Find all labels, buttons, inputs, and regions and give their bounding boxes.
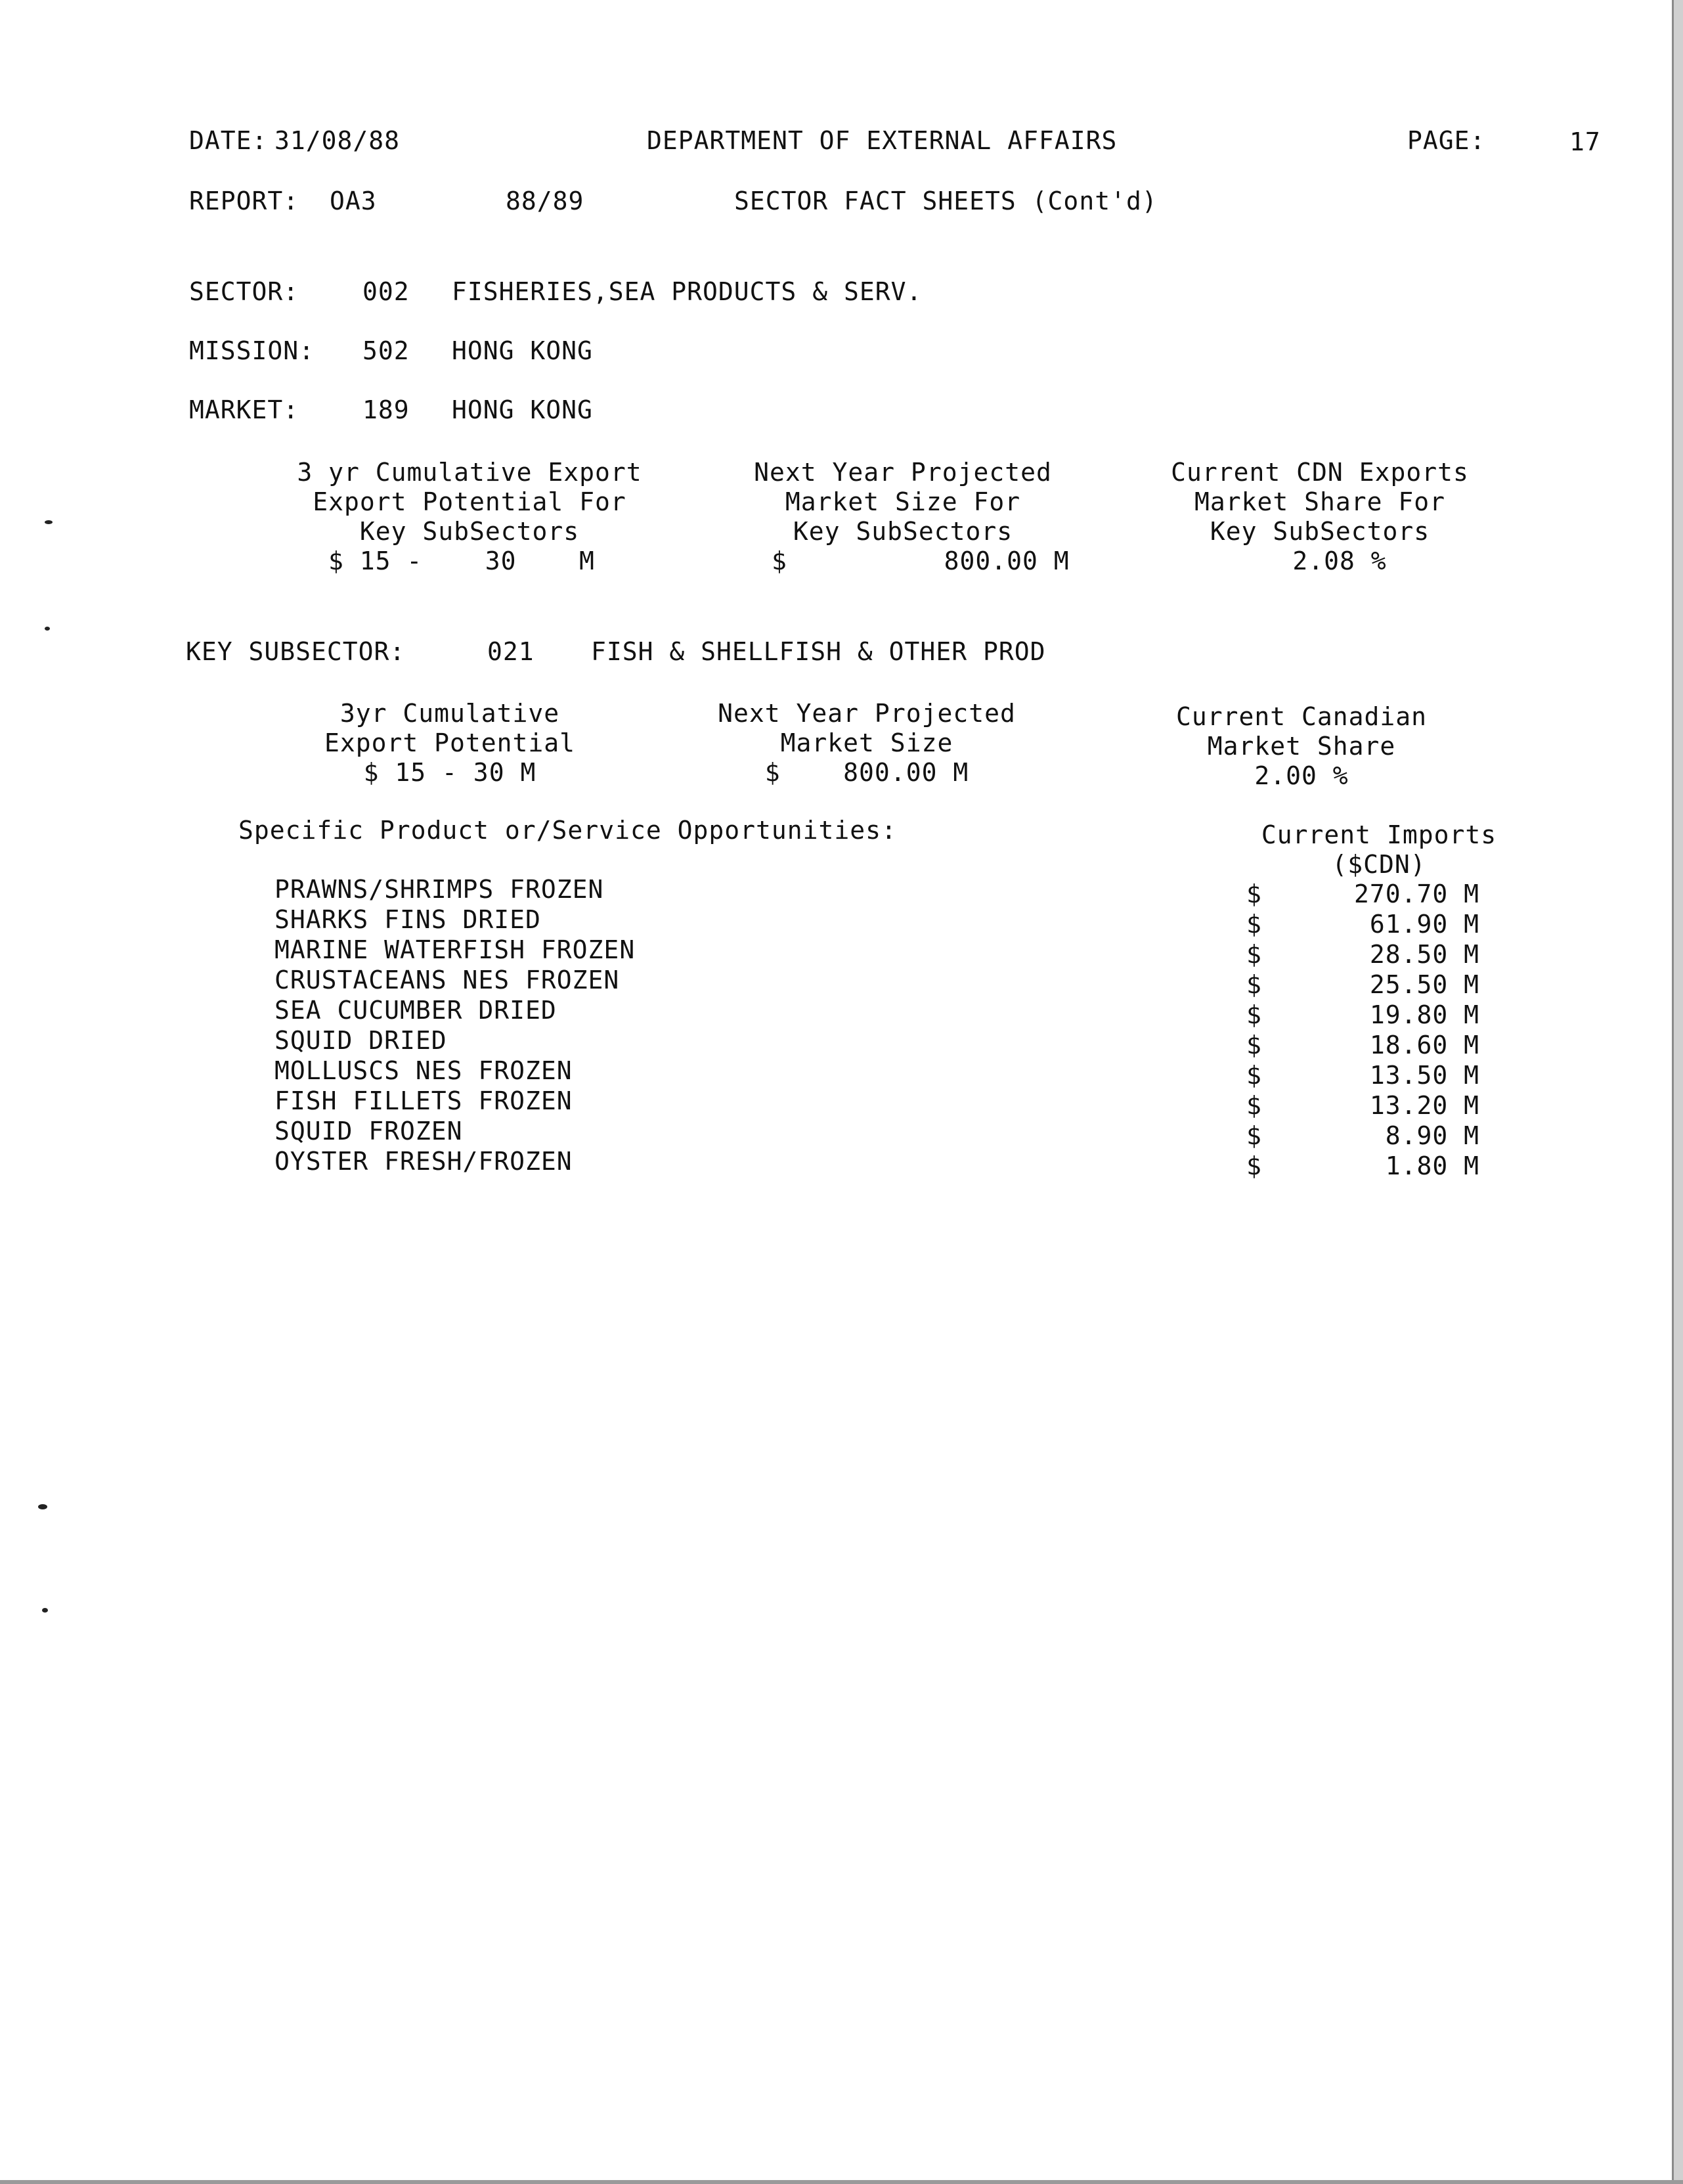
currency-symbol: $ [1246,940,1262,969]
import-amount: 28.50 M [1369,940,1479,969]
report-code: OA3 [330,187,377,215]
currency-symbol: $ [1246,1151,1262,1180]
mission-label: MISSION: [189,336,315,365]
key-subsector-name: FISH & SHELLFISH & OTHER PROD [591,637,1046,666]
sector-market-size-value: $ 800.00 M [772,546,1070,575]
product-name: SQUID FROZEN [274,1117,463,1146]
market-label: MARKET: [189,395,299,424]
product-name: FISH FILLETS FROZEN [274,1086,573,1115]
product-name: CRUSTACEANS NES FROZEN [274,966,620,994]
market-name: HONG KONG [452,395,593,424]
sector-summary-col3-line2: Market Share For [1194,487,1446,516]
mission-name: HONG KONG [452,336,593,365]
report-date: 31/08/88 [274,126,401,155]
page-edge-shadow [1672,0,1683,2184]
subsector-summary-col1-line1: 3yr Cumulative [339,699,560,728]
currency-symbol: $ [1246,970,1262,999]
scan-speck [42,1608,48,1613]
sector-summary-col2-line3: Key SubSectors [793,517,1013,546]
scan-speck [45,520,53,524]
currency-symbol: $ [1246,1091,1262,1120]
import-amount: 8.90 M [1385,1121,1479,1150]
date-label: DATE: [189,126,268,155]
import-amount: 1.80 M [1385,1151,1479,1180]
sector-summary-col3-line3: Key SubSectors [1210,517,1430,546]
subsector-summary-col2-line1: Next Year Projected [718,699,1016,728]
sector-label: SECTOR: [189,277,299,306]
sector-name: FISHERIES,SEA PRODUCTS & SERV. [452,277,923,306]
import-amount: 270.70 M [1353,880,1479,908]
subsector-summary-col1-line2: Export Potential [324,728,576,757]
subsector-summary-col3-line2: Market Share [1207,732,1396,761]
page-label: PAGE: [1407,126,1486,155]
report-title: SECTOR FACT SHEETS (Cont'd) [734,187,1158,215]
scan-speck [38,1504,47,1509]
scan-speck [45,627,50,631]
page-bottom-edge [0,2180,1683,2184]
sector-export-potential-value: $ 15 - 30 M [328,546,595,575]
currency-symbol: $ [1246,880,1262,908]
sector-code: 002 [362,277,410,306]
currency-symbol: $ [1246,1000,1262,1029]
key-subsector-label: KEY SUBSECTOR: [186,637,406,666]
mission-code: 502 [362,336,410,365]
import-amount: 19.80 M [1369,1000,1479,1029]
sector-summary-col2-line2: Market Size For [785,487,1021,516]
current-imports-heading: Current Imports [1261,820,1497,849]
sector-summary-col1-line1: 3 yr Cumulative Export [297,458,642,487]
currency-symbol: $ [1246,1031,1262,1059]
market-code: 189 [362,395,410,424]
product-name: SQUID DRIED [274,1026,447,1055]
subsector-market-share-value: 2.00 % [1254,761,1349,790]
import-amount: 13.50 M [1369,1061,1479,1090]
product-name: MARINE WATERFISH FROZEN [274,935,636,964]
product-name: OYSTER FRESH/FROZEN [274,1147,573,1176]
page-number: 17 [1569,127,1601,156]
import-amount: 61.90 M [1369,910,1479,939]
opportunities-heading: Specific Product or/Service Opportunities: [238,816,897,845]
product-name: PRAWNS/SHRIMPS FROZEN [274,875,604,904]
subsector-export-potential-value: $ 15 - 30 M [363,758,536,787]
key-subsector-code: 021 [487,637,535,666]
sector-summary-col2-line1: Next Year Projected [754,458,1052,487]
import-amount: 25.50 M [1369,970,1479,999]
currency-symbol: $ [1246,1121,1262,1150]
current-imports-unit: ($CDN) [1332,850,1426,879]
report-label: REPORT: [189,187,299,215]
sector-summary-col1-line3: Key SubSectors [359,517,580,546]
currency-symbol: $ [1246,1061,1262,1090]
import-amount: 18.60 M [1369,1031,1479,1059]
product-name: SEA CUCUMBER DRIED [274,996,557,1025]
import-amount: 13.20 M [1369,1091,1479,1120]
subsector-summary-col3-line1: Current Canadian [1175,702,1428,731]
department-name: DEPARTMENT OF EXTERNAL AFFAIRS [647,126,1118,155]
fiscal-year: 88/89 [506,187,584,215]
sector-summary-col3-line1: Current CDN Exports [1171,458,1469,487]
subsector-market-size-value: $ 800.00 M [764,758,969,787]
product-name: MOLLUSCS NES FROZEN [274,1056,573,1085]
sector-summary-col1-line2: Export Potential For [313,487,626,516]
currency-symbol: $ [1246,910,1262,939]
subsector-summary-col2-line2: Market Size [780,728,953,757]
sector-market-share-value: 2.08 % [1292,546,1387,575]
product-name: SHARKS FINS DRIED [274,905,541,934]
